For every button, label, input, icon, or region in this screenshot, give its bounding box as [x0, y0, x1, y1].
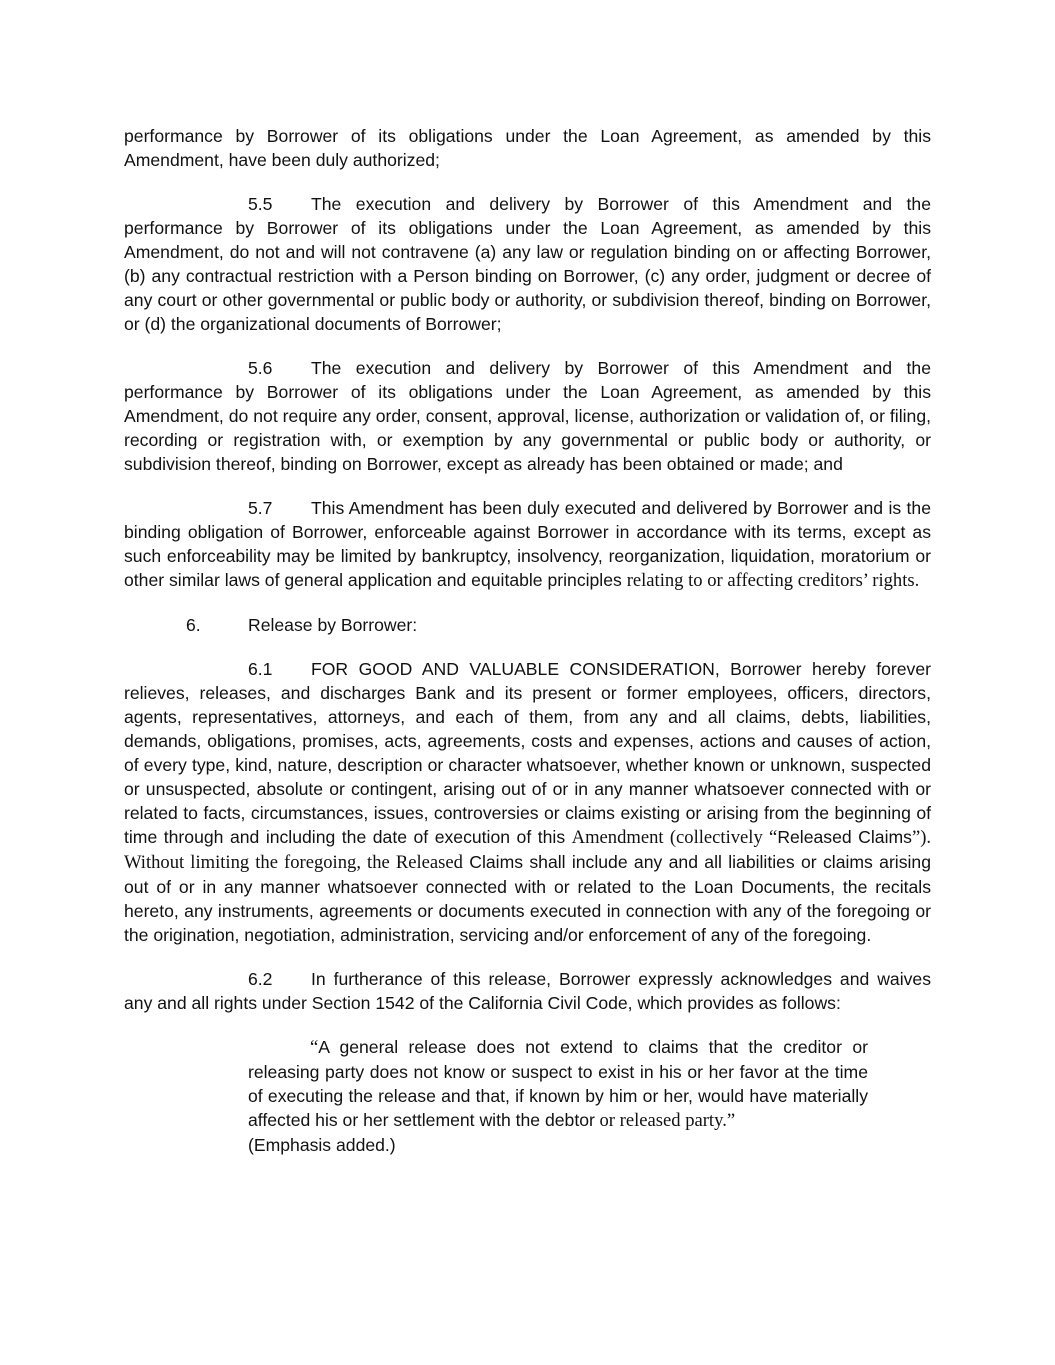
section-text: In furtherance of this release, Borrower expressly acknowledges and waives any and all rights under Section 1542 of the California Civil Code, which provides as follows: — [124, 969, 931, 1013]
section-number: 5.6 — [248, 358, 273, 378]
heading-title: Release by Borrower: — [248, 615, 418, 635]
emphasis-note: (Emphasis added.) — [248, 1135, 396, 1155]
section-number: 6.1 — [248, 659, 273, 679]
section-text-serif: relating to or affecting creditors’ rights. — [626, 570, 920, 591]
section-5-7 — [124, 496, 931, 593]
section-6-2 — [124, 967, 931, 1015]
section-number: 6.2 — [248, 969, 273, 989]
section-5-6 — [124, 356, 931, 476]
section-text: The execution and delivery by Borrower of this Amendment and the performance by Borrower of its obligations under the Loan Agreement, as amended by this Amendment, do not require any order, consent, approval, license, authorization or validation of, or filing, recording or registration with, or exemption by any governmental or public body or authority, or subdivision thereof, binding on Borrower, except as already has been obtained or made; and — [124, 358, 931, 474]
section-6-1 — [124, 657, 931, 947]
section-number: 5.7 — [248, 498, 273, 518]
continuation-paragraph: performance by Borrower of its obligations under the Loan Agreement, as amended by this Amendment, have been duly authorized; — [124, 126, 931, 170]
statute-quote — [248, 1035, 868, 1133]
section-text: FOR GOOD AND VALUABLE CONSIDERATION, Borrower hereby forever relieves, releases, and discharges Bank and its present or former employees, officers, directors, agents, representatives, attorneys, and each of them, from any and all claims, debts, liabilities, demands, obligations, promises, acts, agreements, costs and expenses, actions and causes of action, of every type, kind, nature, description or character whatsoever, whether known or unknown, suspected or unsuspected, absolute or contingent, arising out of or in any manner whatsoever connected with or related to facts, circumstances, issues, controversies or claims existing or arising from the beginning of time through and including the date of execution of this — [124, 659, 931, 847]
section-5-5 — [124, 192, 931, 336]
section-text: Claims shall include any and all liabilities or claims arising out of or in any manner whatsoever connected with or related to the Loan Documents, the recitals hereto, any instruments, agreements or documents executed in connection with any of the foregoing or the origination, negotiation, administration, servicing and/or enforcement of any of the foregoing. — [124, 852, 931, 945]
section-text-serif: Amendment (collectively “ — [571, 827, 778, 848]
section-text-serif: ”). Without limiting the foregoing, the Released — [124, 827, 932, 873]
heading-number: 6. — [186, 615, 201, 635]
quote-text: A general release does not extend to claims that the creditor or releasing party does not know or suspect to exist in his or her favor at the time of executing the release and that, if known by him or her, would have materially affected his or her settlement with the debtor — [248, 1037, 868, 1130]
quote-text-serif: or released party.” — [594, 1110, 736, 1131]
section-number: 5.5 — [248, 194, 273, 214]
open-quote: “ — [310, 1037, 319, 1058]
section-6-heading — [124, 613, 931, 637]
defined-term: Released Claims — [777, 827, 912, 847]
section-text: This Amendment has been duly executed and delivered by Borrower and is the binding obligation of Borrower, enforceable against Borrower in accordance with its terms, except as such enforceability may be limited by bankruptcy, insolvency, reorganization, liquidation, moratorium or other similar laws of general application and equitable principles — [124, 498, 931, 590]
document-page — [124, 124, 931, 1157]
section-text: The execution and delivery by Borrower of this Amendment and the performance by Borrower of its obligations under the Loan Agreement, as amended by this Amendment, do not and will not contravene (a) any law or regulation binding on or affecting Borrower, (b) any contractual restriction with a Person binding on Borrower, (c) any order, judgment or decree of any court or other governmental or public body or authority, or subdivision thereof, binding on Borrower, or (d) the organizational documents of Borrower; — [124, 194, 931, 334]
